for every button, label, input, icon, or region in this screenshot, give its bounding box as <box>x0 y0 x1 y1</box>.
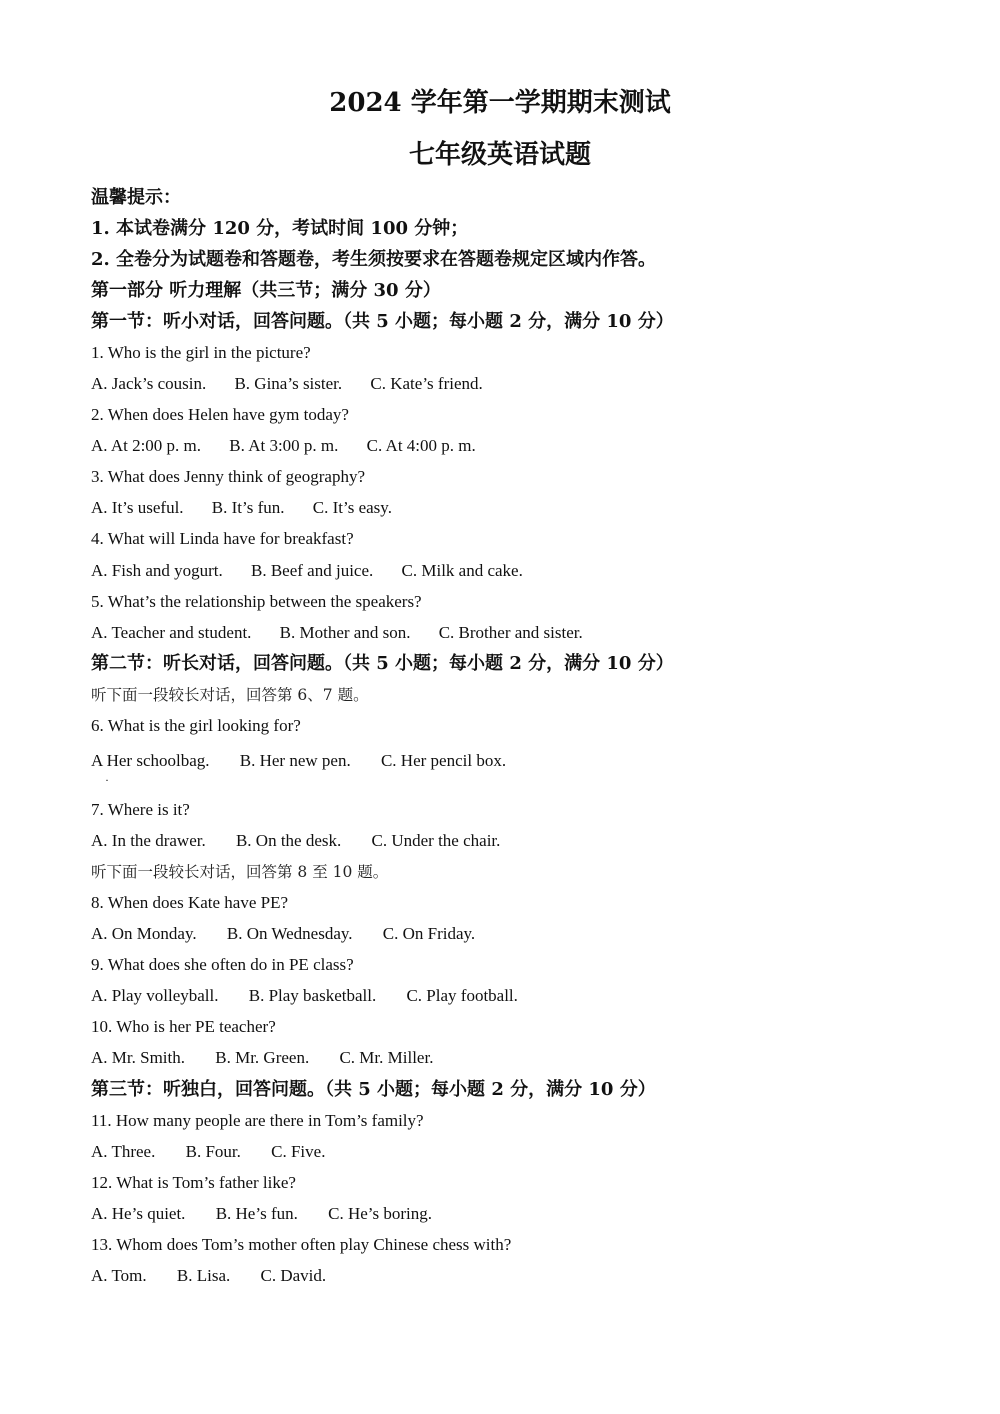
question-11: 11. How many people are there in Tom’s family? <box>91 1111 424 1130</box>
option-c: C. Play football. <box>406 986 518 1005</box>
option-a: A. Jack’s cousin. <box>91 374 207 393</box>
option-a: A. It’s useful. <box>91 498 184 517</box>
option-b: B. Mother and son. <box>279 623 411 642</box>
option-c: C. Five. <box>271 1142 326 1161</box>
exam-subtitle: 七年级英语试题 <box>408 140 591 170</box>
option-a: A Her schoolbag. <box>91 751 210 770</box>
option-b: B. Gina’s sister. <box>234 374 343 393</box>
question-10-options <box>91 1047 433 1069</box>
option-a: A. Teacher and student. <box>91 623 252 642</box>
option-b: B. Beef and juice. <box>251 561 374 580</box>
option-c: C. Kate’s friend. <box>370 374 483 393</box>
question-10: 10. Who is her PE teacher? <box>91 1017 276 1036</box>
question-6-options <box>91 750 506 772</box>
part1-heading: 第一部分 听力理解（共三节；满分 30 分） <box>91 280 441 301</box>
question-12: 12. What is Tom’s father like? <box>91 1173 296 1192</box>
option-b: B. On the desk. <box>235 831 342 850</box>
question-4-options <box>91 560 523 582</box>
option-b: B. On Wednesday. <box>226 924 353 943</box>
question-7: 7. Where is it? <box>91 800 190 819</box>
question-6: 6. What is the girl looking for? <box>91 716 301 735</box>
option-b: B. It’s fun. <box>211 498 285 517</box>
question-13: 13. Whom does Tom’s mother often play Chinese chess with? <box>91 1235 512 1254</box>
question-1: 1. Who is the girl in the picture? <box>91 343 311 362</box>
question-11-options <box>91 1141 325 1163</box>
option-b: B. Play basketball. <box>248 986 377 1005</box>
option-b: B. Her new pen. <box>239 751 351 770</box>
option-b: B. He’s fun. <box>215 1204 298 1223</box>
option-c: C. At 4:00 p. m. <box>366 436 476 455</box>
question-5-options <box>91 622 583 644</box>
option-b: B. At 3:00 p. m. <box>229 436 339 455</box>
option-b: B. Mr. Green. <box>215 1048 310 1067</box>
option-a: A. He’s quiet. <box>91 1204 186 1223</box>
question-3-options <box>91 497 392 519</box>
option-b: B. Lisa. <box>176 1266 231 1285</box>
section2-note-2: 听下面一段较长对话，回答第 8 至 10 题。 <box>91 863 389 881</box>
question-9-options <box>91 985 518 1007</box>
option-a: A. Play volleyball. <box>91 986 219 1005</box>
exam-title: 2024 学年第一学期期末测试 <box>329 88 671 118</box>
question-5: 5. What’s the relationship between the speakers? <box>91 592 422 611</box>
question-8: 8. When does Kate have PE? <box>91 893 289 912</box>
tips-heading: 温馨提示： <box>91 187 181 208</box>
option-a: A. Fish and yogurt. <box>91 561 223 580</box>
question-4: 4. What will Linda have for breakfast? <box>91 529 354 548</box>
option-c: C. David. <box>260 1266 327 1285</box>
question-9: 9. What does she often do in PE class? <box>91 955 354 974</box>
option-a: A. On Monday. <box>91 924 197 943</box>
question-7-options <box>91 830 500 852</box>
section1-heading: 第一节：听小对话，回答问题。（共 5 小题；每小题 2 分，满分 10 分） <box>91 311 674 332</box>
option-c: C. Brother and sister. <box>438 623 583 642</box>
option-a: A. In the drawer. <box>91 831 206 850</box>
option-c: C. On Friday. <box>382 924 476 943</box>
section2-heading: 第二节：听长对话，回答问题。（共 5 小题；每小题 2 分，满分 10 分） <box>91 653 674 674</box>
question-2: 2. When does Helen have gym today? <box>91 405 349 424</box>
section3-heading: 第三节：听独白，回答问题。（共 5 小题；每小题 2 分，满分 10 分） <box>91 1079 656 1100</box>
option-a: A. At 2:00 p. m. <box>91 436 202 455</box>
question-2-options <box>91 435 476 457</box>
option-a: A. Three. <box>91 1142 156 1161</box>
dot-mark: · <box>105 773 109 787</box>
option-a: A. Mr. Smith. <box>91 1048 185 1067</box>
option-c: C. Her pencil box. <box>380 751 507 770</box>
question-8-options <box>91 923 475 945</box>
option-c: C. It’s easy. <box>312 498 392 517</box>
question-1-options <box>91 373 483 395</box>
tip-item-1: 1. 本试卷满分 120 分，考试时间 100 分钟； <box>91 218 469 239</box>
option-a: A. Tom. <box>91 1266 147 1285</box>
option-c: C. He’s boring. <box>328 1204 432 1223</box>
option-c: C. Milk and cake. <box>401 561 523 580</box>
option-c: C. Mr. Miller. <box>339 1048 434 1067</box>
option-b: B. Four. <box>185 1142 241 1161</box>
tip-item-2: 2. 全卷分为试题卷和答题卷，考生须按要求在答题卷规定区域内作答。 <box>91 249 657 270</box>
option-c: C. Under the chair. <box>371 831 501 850</box>
question-13-options <box>91 1265 326 1287</box>
question-12-options <box>91 1203 432 1225</box>
question-3: 3. What does Jenny think of geography? <box>91 467 365 486</box>
section2-note-1: 听下面一段较长对话，回答第 6、7 题。 <box>91 686 369 704</box>
